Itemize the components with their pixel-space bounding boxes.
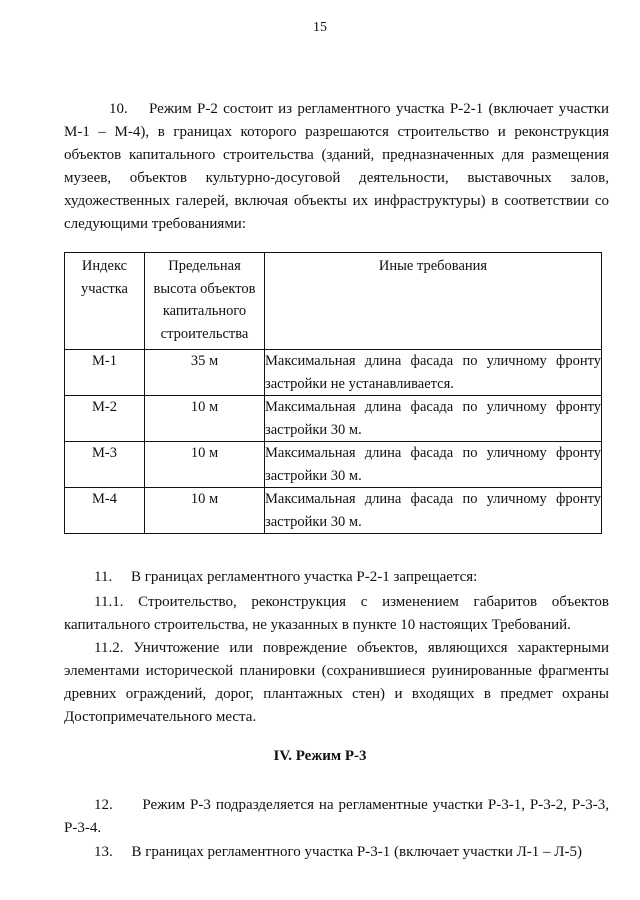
cell-height: 10 м [145, 488, 265, 534]
table-row [65, 350, 602, 396]
table-row [65, 442, 602, 488]
cell-height: 10 м [145, 396, 265, 442]
page-number: 15 [313, 20, 327, 35]
table-row [65, 488, 602, 534]
cell-height: 35 м [145, 350, 265, 396]
cell-index: М-1 [65, 350, 145, 396]
cell-other-requirements: Максимальная длина фасада по уличному фронту застройки 30 м. [265, 488, 602, 534]
paragraph-12: 12. Режим Р-3 подразделяется на регламентные участки Р-3-1, Р-3-2, Р-3-3, Р-3-4. [64, 797, 609, 836]
cell-other-requirements: Максимальная длина фасада по уличному фронту застройки 30 м. [265, 396, 602, 442]
paragraph-11-2: 11.2. Уничтожение или повреждение объектов, являющихся характерными элементами исторической планировки (сохранившиеся руинированные фрагменты древних ограждений, дорог, плантажных стен) и входящих в предмет охраны Достопримечательного места. [64, 640, 609, 725]
header-index: Индекс участка [65, 253, 145, 350]
cell-index: М-2 [65, 396, 145, 442]
table-row [65, 396, 602, 442]
section-heading: IV. Режим Р-3 [273, 748, 367, 764]
paragraph-13: 13. В границах регламентного участка Р-3-1 (включает участки Л-1 – Л-5) [94, 844, 582, 860]
paragraph-10: 10. Режим Р-2 состоит из регламентного участка Р-2-1 (включает участки М-1 – М-4), в границах которого разрешаются строительство и реконструкция объектов капитального строительства (зданий, предназначенных для размещения музеев, объектов культурно-досуговой деятельности, выставочных залов, художественных галерей, включая объекты их инфраструктуры) в соответствии со следующими требованиями: [64, 101, 609, 232]
paragraph-11-1: 11.1. Строительство, реконструкция с изменением габаритов объектов капитального строительства, не указанных в пункте 10 настоящих Требований. [64, 594, 609, 633]
cell-index: М-4 [65, 488, 145, 534]
table-header-row [65, 253, 602, 350]
header-height: Предельная высота объектов капитального строительства [145, 253, 265, 350]
paragraph-11: 11. В границах регламентного участка Р-2-1 запрещается: [94, 569, 478, 585]
header-other-requirements: Иные требования [265, 253, 602, 350]
cell-index: М-3 [65, 442, 145, 488]
cell-height: 10 м [145, 442, 265, 488]
requirements-table [64, 252, 602, 534]
cell-other-requirements: Максимальная длина фасада по уличному фронту застройки не устанавливается. [265, 350, 602, 396]
cell-other-requirements: Максимальная длина фасада по уличному фронту застройки 30 м. [265, 442, 602, 488]
